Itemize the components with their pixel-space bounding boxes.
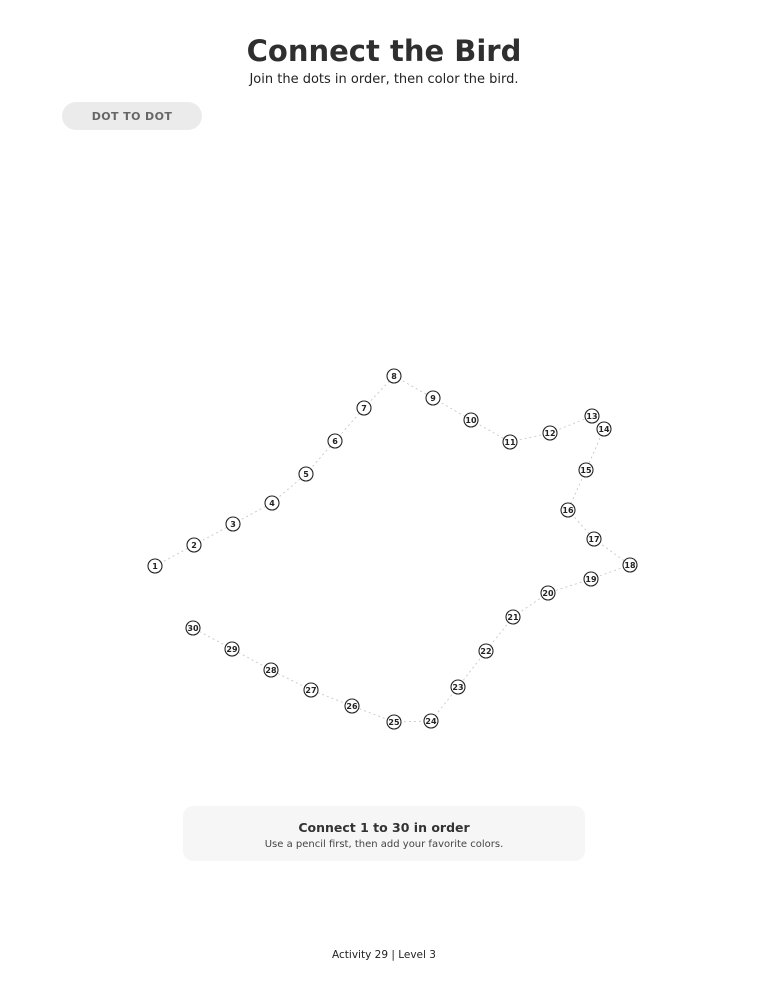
- dot-8[interactable]: [387, 369, 401, 383]
- dot-number: 26: [346, 701, 358, 711]
- guide-lines: [155, 376, 630, 722]
- dot-10[interactable]: [464, 413, 478, 427]
- dot-24[interactable]: [424, 714, 438, 728]
- dot-number: 20: [542, 588, 554, 598]
- dot-number: 22: [480, 646, 492, 656]
- instructions-panel: [183, 806, 585, 861]
- dot-number: 29: [226, 644, 238, 654]
- dot-12[interactable]: [543, 426, 557, 440]
- dot-number: 28: [265, 665, 277, 675]
- dot-number: 18: [624, 560, 636, 570]
- dot-30[interactable]: [186, 621, 200, 635]
- dot-14[interactable]: [597, 422, 611, 436]
- dot-26[interactable]: [345, 699, 359, 713]
- dot-13[interactable]: [585, 409, 599, 423]
- dot-22[interactable]: [479, 644, 493, 658]
- dot-number: 23: [452, 682, 464, 692]
- dot-number: 9: [430, 393, 436, 403]
- dot-number: 4: [269, 498, 275, 508]
- dot-number: 24: [425, 716, 437, 726]
- dot-7[interactable]: [357, 401, 371, 415]
- dot-number: 16: [562, 505, 574, 515]
- dot-17[interactable]: [587, 532, 601, 546]
- dot-number: 21: [507, 612, 519, 622]
- dot-25[interactable]: [387, 715, 401, 729]
- dot-6[interactable]: [328, 434, 342, 448]
- dot-28[interactable]: [264, 663, 278, 677]
- dot-number: 13: [586, 411, 598, 421]
- dot-4[interactable]: [265, 496, 279, 510]
- dot-number: 19: [585, 574, 597, 584]
- dot-number: 15: [580, 465, 592, 475]
- page-subtitle: Join the dots in order, then color the bird.: [249, 72, 519, 87]
- dot-number: 14: [598, 424, 610, 434]
- dot-23[interactable]: [451, 680, 465, 694]
- page-title: Connect the Bird: [246, 34, 522, 68]
- dot-20[interactable]: [541, 586, 555, 600]
- dot-2[interactable]: [187, 538, 201, 552]
- activity-footer: Activity 29 | Level 3: [332, 949, 436, 961]
- dot-number: 12: [544, 428, 556, 438]
- dot-number: 3: [230, 519, 236, 529]
- dot-15[interactable]: [579, 463, 593, 477]
- dot-27[interactable]: [304, 683, 318, 697]
- dot-21[interactable]: [506, 610, 520, 624]
- dot-number: 10: [465, 415, 477, 425]
- dot-5[interactable]: [299, 467, 313, 481]
- dot-number: 2: [191, 540, 197, 550]
- dot-number: 25: [388, 717, 400, 727]
- dot-9[interactable]: [426, 391, 440, 405]
- dot-number: 11: [504, 437, 516, 447]
- dot-number: 5: [303, 469, 309, 479]
- dot-number: 6: [332, 436, 338, 446]
- dot-number: 1: [152, 561, 158, 571]
- dots-layer[interactable]: [148, 369, 637, 729]
- dot-11[interactable]: [503, 435, 517, 449]
- dot-number: 27: [305, 685, 317, 695]
- instructions-subtitle: Use a pencil first, then add your favorite colors.: [264, 839, 504, 850]
- dot-19[interactable]: [584, 572, 598, 586]
- dot-number: 7: [361, 403, 367, 413]
- dot-number: 30: [187, 623, 199, 633]
- dot-number: 17: [588, 534, 600, 544]
- dot-number: 8: [391, 371, 397, 381]
- dot-29[interactable]: [225, 642, 239, 656]
- dot-3[interactable]: [226, 517, 240, 531]
- instructions-title: Connect 1 to 30 in order: [298, 820, 470, 835]
- dot-to-dot-badge: DOT TO DOT: [62, 102, 202, 130]
- dot-1[interactable]: [148, 559, 162, 573]
- dot-16[interactable]: [561, 503, 575, 517]
- dot-18[interactable]: [623, 558, 637, 572]
